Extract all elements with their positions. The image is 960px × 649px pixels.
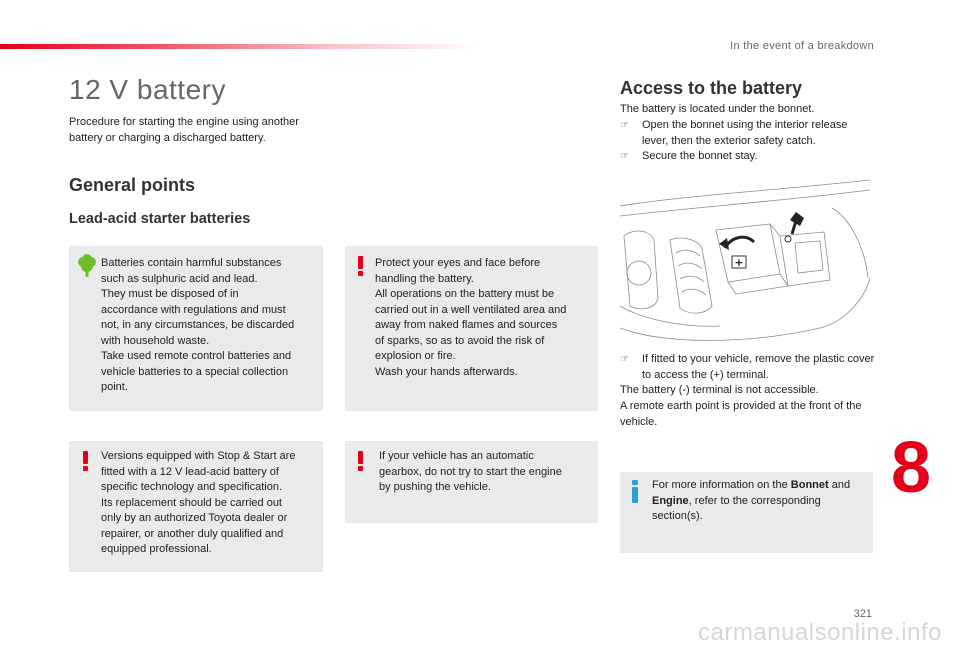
access-heading: Access to the battery [620,78,803,98]
step-bullet-icon: ☞ [620,354,629,365]
earth-point-note: A remote earth point is provided at the front of the vehicle. [620,400,862,428]
engine-link-text: Engine [652,494,689,507]
info-box [620,472,873,553]
access-step-text: Open the bonnet using the interior release lever, then the exterior safety catch. [642,119,848,147]
battery-illustration [620,178,875,348]
access-step [620,352,875,383]
header-accent-bar [0,44,480,49]
warning-stop-start-text: Versions equipped with Stop & Start are fitted with a 12 V lead-acid battery of specific technology and specification. Its replacement should be carried out only by an authorized Toyota dealer or repairer, or another duly qualified and equipped professional. [101,450,296,555]
intro-text: Procedure for starting the engine using another battery or charging a discharged battery. [69,116,299,144]
warning-box-stop-start [69,441,323,572]
chapter-number: 8 [891,428,932,508]
negative-terminal-note: The battery (-) terminal is not accessible. [620,384,819,396]
page-title: 12 V battery [69,74,226,105]
access-step [620,118,875,149]
section-header: In the event of a breakdown [730,40,874,52]
warning-icon [357,256,363,276]
page-number: 321 [853,608,872,620]
access-step3 [620,352,875,383]
lift-arrow-icon [725,237,754,248]
step-bullet-icon: ☞ [620,120,629,131]
warning-icon [357,451,363,471]
access-lead: The battery is located under the bonnet. [620,103,815,115]
svg-text:+: + [734,256,744,269]
access-step-text: If fitted to your vehicle, remove the plastic cover to access the (+) terminal. [642,353,875,381]
warning-automatic-text: If your vehicle has an automatic gearbox, do not try to start the engine by pushing the vehicle. [379,450,562,493]
info-text: For more information on the Bonnet and Engine, refer to the corresponding section(s). [652,479,851,522]
step-bullet-icon: ☞ [620,151,629,162]
watermark: carmanualsonline.info [698,619,942,646]
access-step [620,149,875,165]
access-steps [620,118,875,165]
bonnet-link-text: Bonnet [790,479,829,491]
eco-tree-icon [77,254,97,278]
lead-acid-heading: Lead-acid starter batteries [69,211,251,227]
info-icon [632,480,640,503]
warning-eyes-text: Protect your eyes and face before handling the battery. All operations on the battery must be carried out in a well ventilated area and away from naked flames and sources of sparks, so as to avoid the risk of explosion or fire. Wash your hands afterwards. [375,257,567,378]
general-points-heading: General points [69,175,196,195]
warning-box-automatic [345,441,598,523]
warning-icon [82,451,88,471]
battery-plus-terminal [732,256,746,269]
recycle-note-box [69,246,323,411]
access-step-text: Secure the bonnet stay. [642,150,758,162]
warning-box-eyes [345,246,598,411]
recycle-note-text: Batteries contain harmful substances such as sulphuric acid and lead. They must be disposed of in accordance with regulations and must not, in any circumstances, be discarded with household waste. Take used remote control batteries and vehicle batteries to a special collection point. [101,257,295,393]
